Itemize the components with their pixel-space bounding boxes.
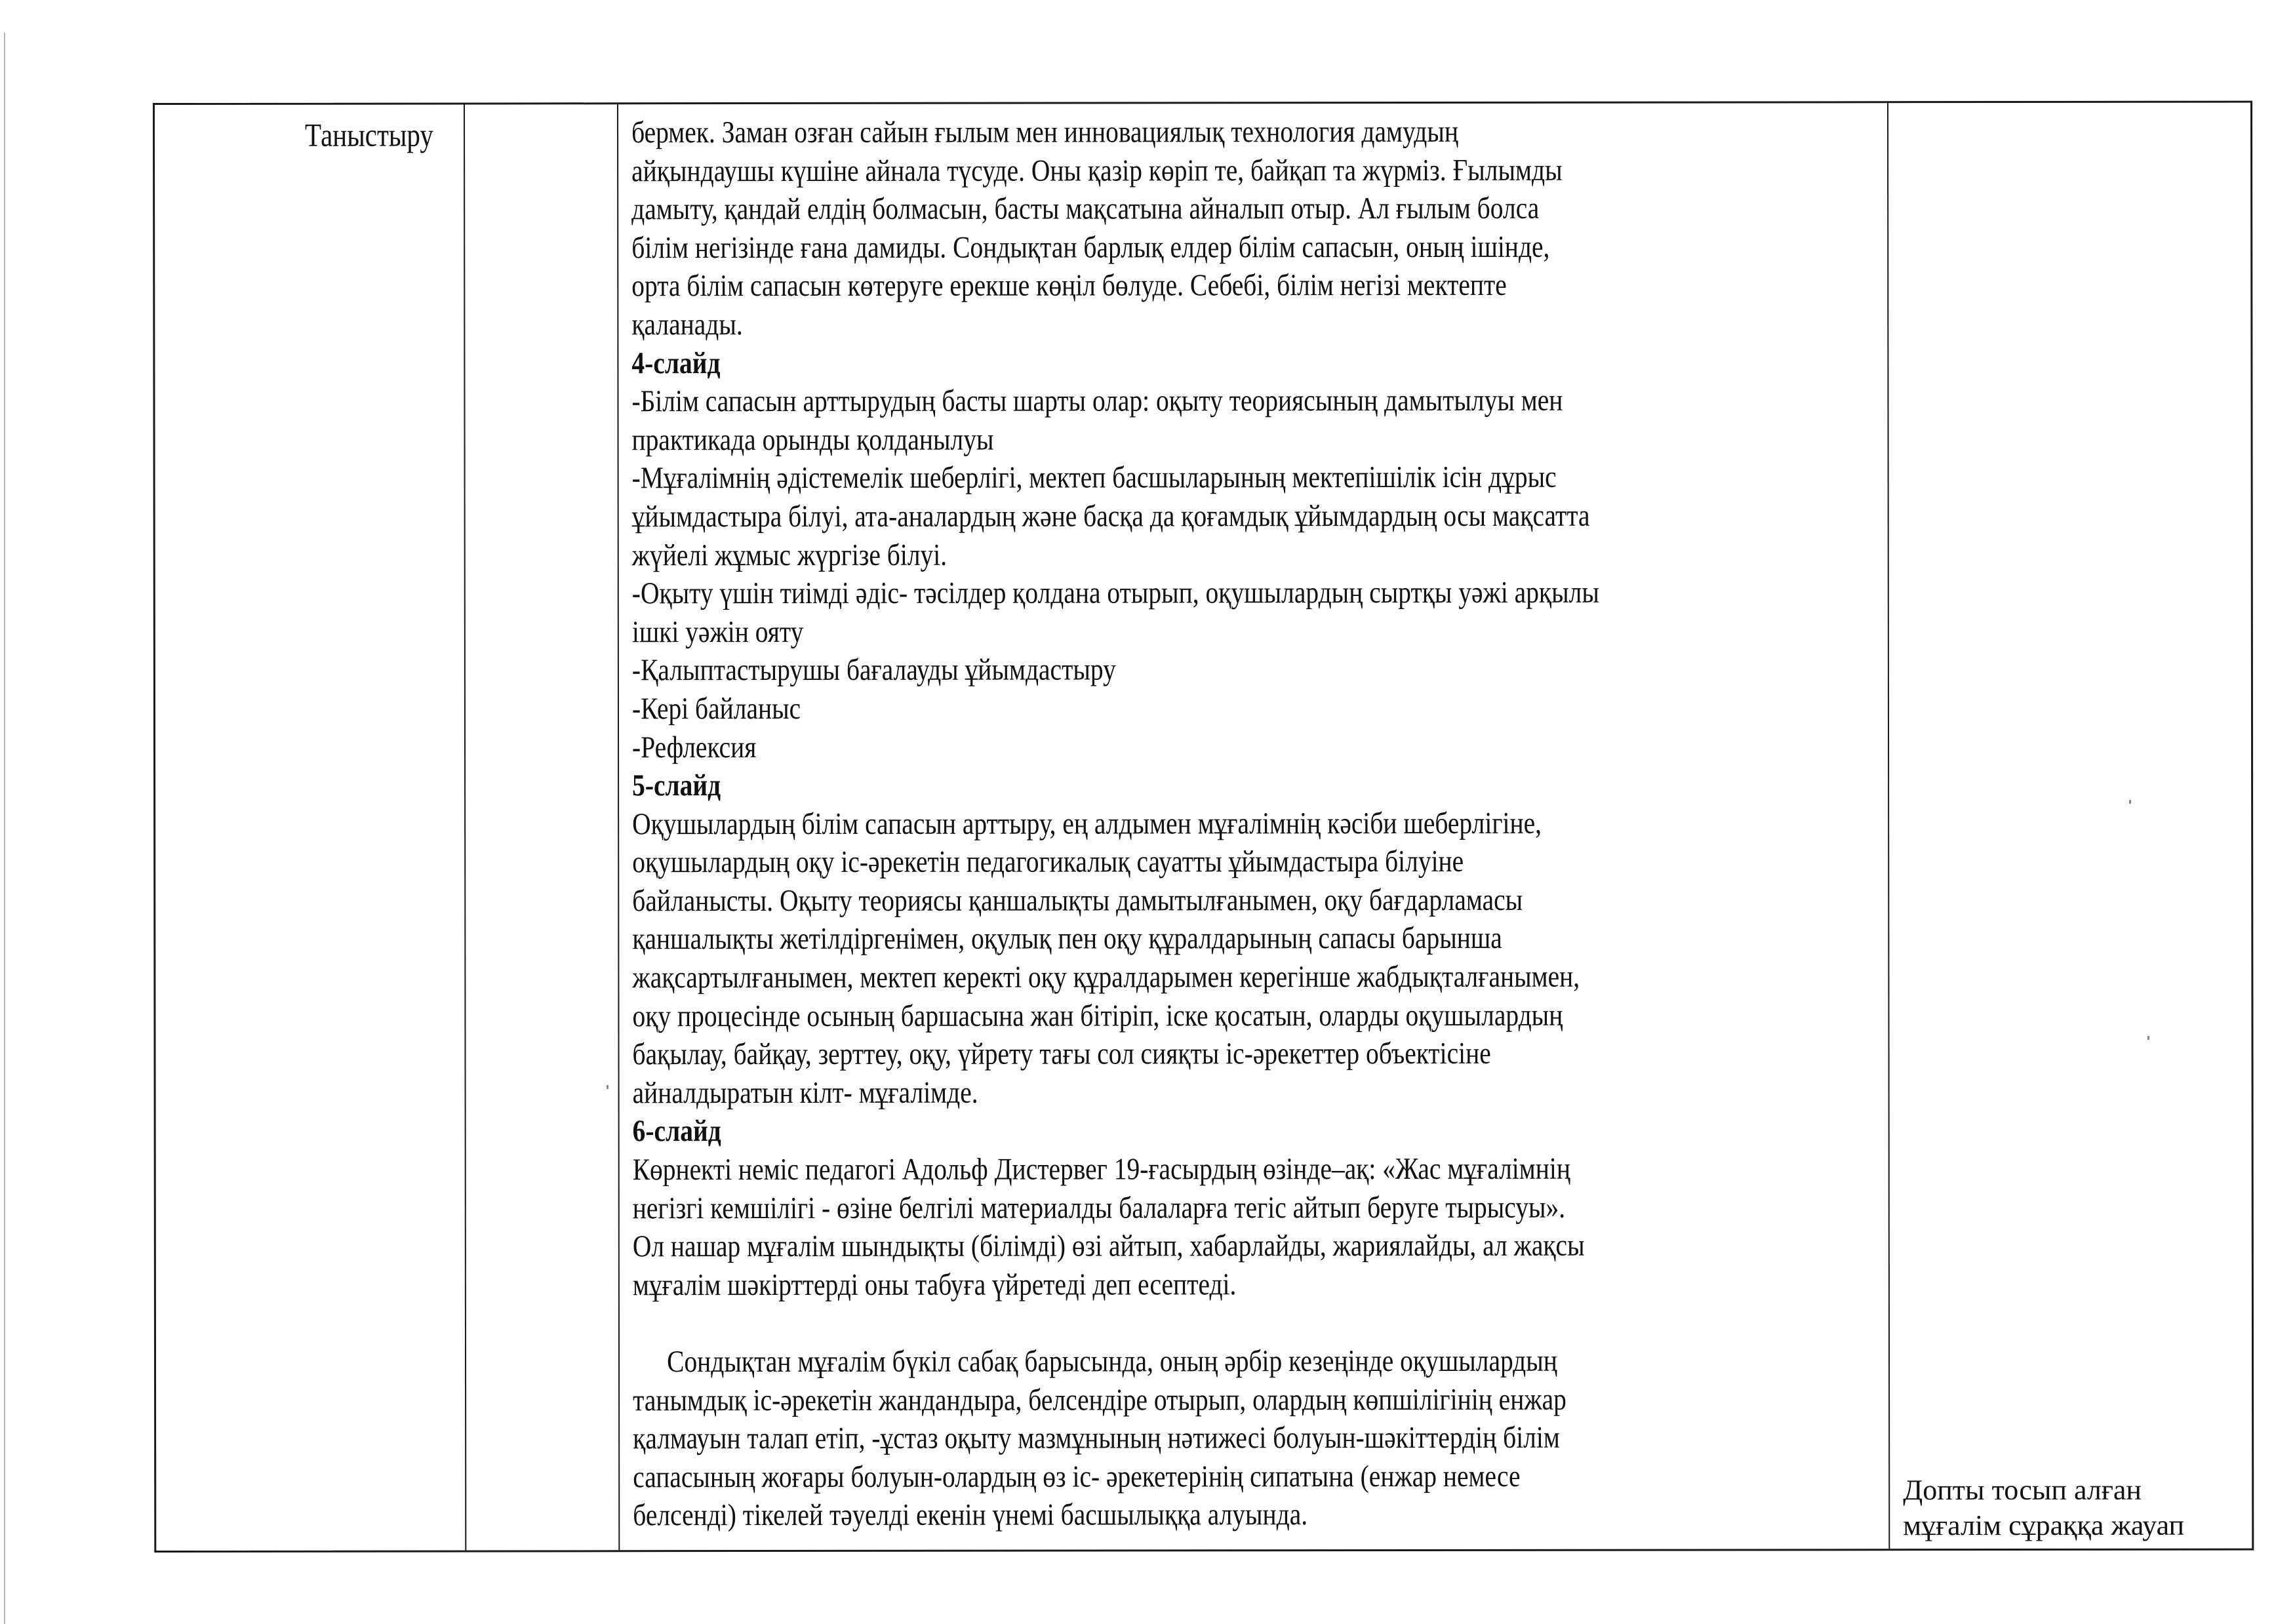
- text-line: қалмауын талап етіп, -ұстаз оқыту мазмұнының нәтижесі болуын-шәкіттердің білім: [633, 1420, 1560, 1456]
- text-line: -Білім сапасын арттырудың басты шарты олар: оқыту теориясының дамытылуы мен: [631, 383, 1563, 419]
- text-line: ұйымдастыра білуі, ата-аналардың және басқа да қоғамдық ұйымдардың осы мақсатта: [631, 498, 1590, 534]
- lesson-plan-table: [153, 101, 2254, 1553]
- text-line: байланысты. Оқыту теориясы қаншалықты дамытылғанымен, оқу бағдарламасы: [632, 882, 1523, 919]
- text-line: білім негізінде ғана дамиды. Сондықтан барлық елдер білім сапасын, оның ішінде,: [631, 229, 1550, 266]
- text-line: мұғалім сұраққа жауап: [1903, 1509, 2185, 1542]
- paragraph-spacer: [633, 1303, 1900, 1343]
- notes-cell: [1888, 103, 2256, 1549]
- slide-6-section: [633, 1111, 1900, 1305]
- slide-4-section: [631, 343, 1899, 767]
- text-line: орта білім сапасын көтеруге ерекше көңіл бөлуде. Себебі, білім негізі мектепте: [631, 268, 1507, 304]
- text-line: -Қалыптастырушы бағалауды ұйымдастыру: [631, 652, 1116, 688]
- text-line: оқушылардың оқу іс-әрекетін педагогикалық сауатты ұйымдастыра білуіне: [632, 844, 1464, 880]
- time-cell: [465, 104, 620, 1550]
- text-line: сапасының жоғары болуын-олардың өз іс- әрекетерінің сипатына (енжар немесе: [633, 1459, 1521, 1495]
- slide-heading: 4-слайд: [631, 346, 721, 380]
- slide-5-section: [632, 765, 1900, 1112]
- stage-label: Таныстыру: [305, 116, 434, 153]
- text-line: -Кері байланыс: [631, 691, 801, 726]
- text-line: белсенді) тікелей тәуелді екенін үнемі басшылыққа алуында.: [633, 1497, 1308, 1533]
- text-line: Көрнекті неміс педагогі Адольф Дистервег 19-ғасырдың өзінде–ақ: «Жас мұғалімнің: [632, 1151, 1571, 1187]
- text-line: Оқушылардың білім сапасын арттыру, ең алдымен мұғалімнің кәсіби шеберлігіне,: [632, 806, 1542, 841]
- text-line: қаланады.: [631, 307, 743, 342]
- text-line: қаншалықты жетілдіргенімен, оқулық пен оқу құралдарының сапасы барынша: [632, 921, 1502, 957]
- slide-heading: 5-слайд: [632, 768, 721, 803]
- text-line: айқындаушы күшіне айнала түсуде. Оны қазір көріп те, байқап та жүрміз. Ғылымды: [631, 153, 1563, 188]
- content-text: [631, 112, 1900, 1535]
- conclusion-paragraph: [633, 1341, 1900, 1535]
- scan-page-edge: [4, 33, 5, 1624]
- text-line: мұғалім шәкірттерді оны табуға үйретеді деп есептеді.: [632, 1267, 1237, 1303]
- text-line: бақылау, байқау, зерттеу, оқу, үйрету тағы сол сияқты іс-әрекеттер объектісіне: [632, 1037, 1491, 1072]
- text-line: -Рефлексия: [632, 730, 757, 764]
- stage-cell: [155, 105, 466, 1551]
- text-line: дамыту, қандай елдің болмасын, басты мақсатына айналып отыр. Ал ғылым болса: [631, 191, 1540, 227]
- content-cell: [618, 103, 1890, 1550]
- slide-heading: 6-слайд: [632, 1114, 721, 1149]
- text-line: -Мұғалімнің әдістемелік шеберлігі, мектеп басшыларының мектепішілік ісін дұрыс: [631, 460, 1557, 496]
- intro-paragraph: [631, 112, 1898, 344]
- text-line: ішкі уәжін ояту: [631, 614, 804, 649]
- text-line: айналдыратын кілт- мұғалімде.: [632, 1075, 978, 1111]
- text-line: практикада орынды қолданылуы: [631, 422, 994, 457]
- text-line: бермек. Заман озған сайын ғылым мен инновациялық технология дамудың: [631, 114, 1458, 150]
- text-line: жақсартылғанымен, мектеп керекті оқу құралдарымен керегінше жабдықталғанымен,: [632, 959, 1580, 995]
- text-line: -Оқыту үшін тиімді әдіс- тәсілдер қолдана отырып, оқушылардың сыртқы уәжі арқылы: [631, 575, 1599, 611]
- text-line: Сондықтан мұғалім бүкіл сабақ барысында, оның әрбір кезеңінде оқушылардың: [667, 1343, 1557, 1379]
- text-line: негізгі кемшілігі - өзіне белгілі материалды балаларға тегіс айтып беруге тырысуы».: [632, 1190, 1566, 1225]
- text-line: Допты тосып алған: [1903, 1473, 2142, 1507]
- text-line: жүйелі жұмыс жүргізе білуі.: [631, 538, 948, 572]
- text-line: Ол нашар мұғалім шындықты (білімді) өзі айтып, хабарлайды, жариялайды, ал жақсы: [632, 1228, 1585, 1264]
- text-line: оқу процесінде осының баршасына жан бітіріп, іске қосатын, оларды оқушылардың: [632, 998, 1563, 1033]
- notes-text: [1903, 1473, 2184, 1543]
- text-line: танымдық іс-әрекетін жандандыра, белсендіре отырып, олардың көпшілігінің енжар: [633, 1382, 1567, 1417]
